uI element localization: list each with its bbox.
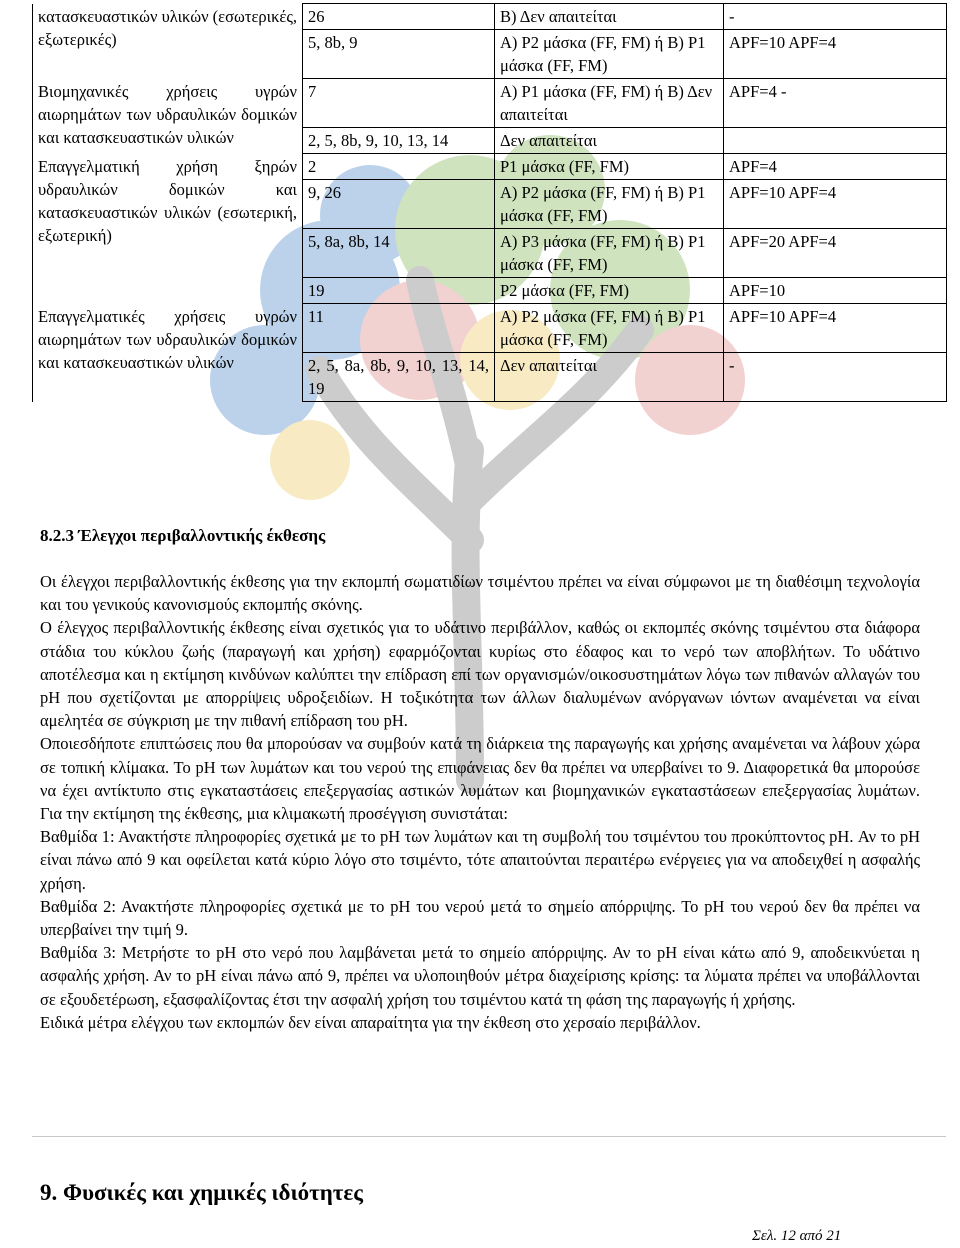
ppe-table — [32, 3, 947, 402]
proc-cell: 5, 8b, 9 — [303, 30, 495, 79]
use-cell: κατασκευαστικών υλικών (εσωτερικές, εξωτερικές) — [33, 4, 303, 79]
proc-cell: 2 — [303, 154, 495, 180]
ppe-cell: Ρ2 μάσκα (FF, FM) — [495, 278, 724, 304]
table-row — [33, 4, 947, 30]
paragraph: Οι έλεγχοι περιβαλλοντικής έκθεσης για την εκπομπή σωματιδίων τσιμέντου πρέπει να είναι σύμφωνοι με τη διαθέσιμη τεχνολογία και του γενικούς κανονισμούς εκπομπής σκόνης. — [40, 572, 920, 615]
ppe-cell: Α) Ρ2 μάσκα (FF, FM) ή Β) Ρ1 μάσκα (FF, FM) — [495, 180, 724, 229]
proc-cell: 26 — [303, 4, 495, 30]
table-row — [33, 154, 947, 180]
proc-cell: 2, 5, 8b, 9, 10, 13, 14 — [303, 128, 495, 154]
paragraph: Βαθμίδα 2: Ανακτήστε πληροφορίες σχετικά με το pH του νερού μετά το σημείο απόρριψης. Το pH του νερού δεν θα πρέπει να υπερβαίνει την τιμή 9. — [40, 896, 920, 940]
apf-cell: APF=4 - — [724, 79, 947, 128]
apf-cell: - — [724, 4, 947, 30]
apf-cell — [724, 128, 947, 154]
body-text — [40, 570, 920, 1034]
ppe-cell: Δεν απαιτείται — [495, 353, 724, 402]
ppe-cell: Α) Ρ2 μάσκα (FF, FM) ή Β) Ρ1 μάσκα (FF, FM) — [495, 304, 724, 353]
table-row — [33, 304, 947, 353]
apf-cell: APF=20 APF=4 — [724, 229, 947, 278]
apf-cell: APF=4 — [724, 154, 947, 180]
proc-cell: 2, 5, 8a, 8b, 9, 10, 13, 14, 19 — [303, 353, 495, 402]
use-cell: Βιομηχανικές χρήσεις υγρών αιωρημάτων των υδραυλικών δομικών και κατασκευαστικών υλικών — [33, 79, 303, 154]
use-cell: Επαγγελματική χρήση ξηρών υδραυλικών δομικών και κατασκευαστικών υλικών (εσωτερική, εξωτερική) — [33, 154, 303, 304]
apf-cell: APF=10 APF=4 — [724, 304, 947, 353]
paragraph: Βαθμίδα 3: Μετρήστε το pH στο νερό που λαμβάνεται μετά το σημείο απόρριψης. Αν το pH είναι κάτω από 9, αποδεικνύεται η ασφαλής χρήση. Αν το pH είναι πάνω από 9, πρέπει να υλοποιηθούν μέτρα διαχείρισης κρίσης: τα λύματα πρέπει να υποβάλλονται σε εξουδετέρωση, εξασφαλίζοντας έτσι την ασφαλή χρήση του τσιμέντου κατά τη φάση της παραγωγής ή χρήσης. — [40, 943, 920, 1009]
ppe-cell: Ρ1 μάσκα (FF, FM) — [495, 154, 724, 180]
section-title: 9. Φυσικές και χημικές ιδιότητες — [40, 1180, 363, 1205]
proc-cell: 9, 26 — [303, 180, 495, 229]
paragraph: Ο έλεγχος περιβαλλοντικής έκθεσης είναι σχετικός για το υδάτινο περιβάλλον, καθώς οι εκπομπές σκόνης τσιμέντου στα διάφορα στάδια του κύκλου ζωής (παραγωγή και χρήση) εφαρμόζονται κυρίως στο έδαφος και το νερό των αποβλήτων. Το υδάτινο αποτέλεσμα και η εκτίμηση κινδύνων καλύπτει την επίδραση επί των οργανισμών/οικοσυστημάτων λόγω των πιθανών αλλαγών του pH που σχετίζονται με απορρίψεις υδροξειδίων. Η τοξικότητα των άλλων διαλυμένων ανόργανων ιόντων αναμένεται να είναι αμελητέα σε σύγκριση με την πιθανή επίδραση του pH. — [40, 618, 920, 731]
apf-cell: APF=10 APF=4 — [724, 30, 947, 79]
ppe-cell: Δεν απαιτείται — [495, 128, 724, 154]
proc-cell: 7 — [303, 79, 495, 128]
divider — [32, 1136, 946, 1137]
page-number: Σελ. 12 από 21 — [752, 1228, 842, 1244]
proc-cell: 11 — [303, 304, 495, 353]
paragraph: Βαθμίδα 1: Ανακτήστε πληροφορίες σχετικά με το pH των λυμάτων και τη συμβολή του τσιμέντου του προκύπτοντος pH. Αν το pH είναι πάνω από 9 και οφείλεται κατά κύριο λόγο στο τσιμέντο, τότε απαιτούνται περαιτέρω ενέργειες για να αποδειχθεί η ασφαλής χρήση. — [40, 827, 920, 893]
paragraph: Ειδικά μέτρα ελέγχου των εκπομπών δεν είναι απαραίτητα για την έκθεση στο χερσαίο περιβάλλον. — [40, 1012, 701, 1032]
table-row — [33, 79, 947, 128]
ppe-cell: Α) Ρ1 μάσκα (FF, FM) ή Β) Δεν απαιτείται — [495, 79, 724, 128]
apf-cell: - — [724, 353, 947, 402]
apf-cell: APF=10 — [724, 278, 947, 304]
ppe-cell: Α) Ρ2 μάσκα (FF, FM) ή Β) Ρ1 μάσκα (FF, FM) — [495, 30, 724, 79]
proc-cell: 5, 8a, 8b, 14 — [303, 229, 495, 278]
section-heading: 8.2.3 Έλεγχοι περιβαλλοντικής έκθεσης — [40, 526, 326, 545]
paragraph: Οποιεσδήποτε επιπτώσεις που θα μπορούσαν να συμβούν κατά τη διάρκεια της παραγωγής και χρήσης αναμένεται να λάβουν χώρα σε τοπική κλίμακα. Το pH των λυμάτων και του νερού της επιφάνειας δεν θα πρέπει να υπερβαίνει το 9. Διαφορετικά θα μπορούσε να έχει αντίκτυπο στις εγκαταστάσεις επεξεργασίας αστικών λυμάτων και βιομηχανικών εγκαταστάσεων επεξεργασίας λυμάτων. Για την εκτίμηση της έκθεσης, μια κλιμακωτή προσέγγιση συνιστάται: — [40, 734, 920, 824]
ppe-cell: Α) Ρ3 μάσκα (FF, FM) ή Β) Ρ1 μάσκα (FF, FM) — [495, 229, 724, 278]
use-cell: Επαγγελματικές χρήσεις υγρών αιωρημάτων των υδραυλικών δομικών και κατασκευαστικών υλικών — [33, 304, 303, 402]
proc-cell: 19 — [303, 278, 495, 304]
apf-cell: APF=10 APF=4 — [724, 180, 947, 229]
ppe-cell: Β) Δεν απαιτείται — [495, 4, 724, 30]
